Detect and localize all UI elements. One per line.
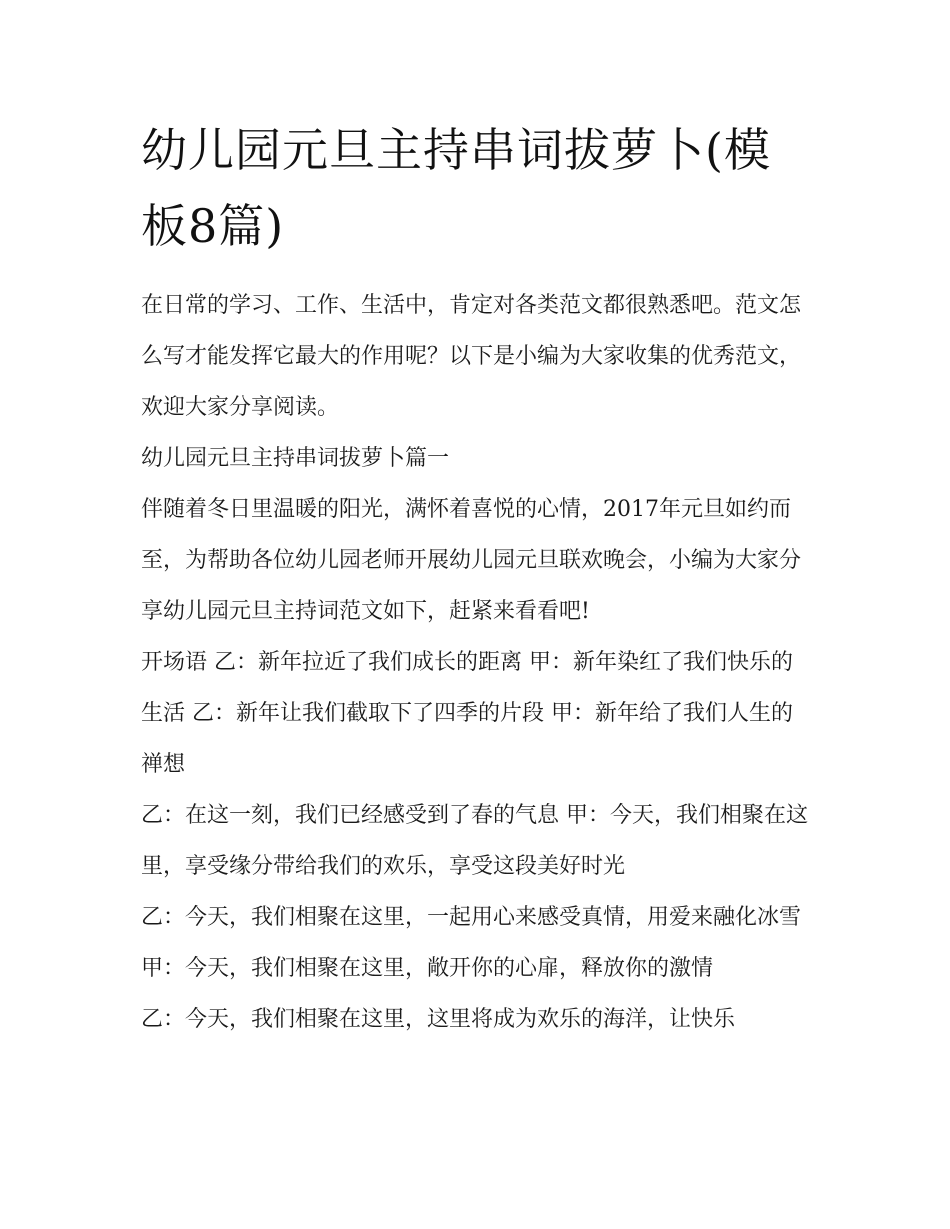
body-paragraph: 乙：在这一刻，我们已经感受到了春的气息 甲：今天，我们相聚在这里，享受缘分带给我们的欢乐，享受这段美好时光	[141, 803, 808, 879]
intro-paragraph: 在日常的学习、工作、生活中，肯定对各类范文都很熟悉吧。范文怎么写才能发挥它最大的作用呢？以下是小编为大家收集的优秀范文，欢迎大家分享阅读。	[141, 293, 802, 420]
document-page	[141, 112, 813, 1045]
body-paragraph: 乙：今天，我们相聚在这里，一起用心来感受真情，用爱来融化冰雪 甲：今天，我们相聚在这里，敞开你的心扉，释放你的激情	[141, 905, 802, 981]
body-paragraph: 乙：今天，我们相聚在这里，这里将成为欢乐的海洋，让快乐	[141, 1007, 736, 1032]
body-paragraph: 开场语 乙：新年拉近了我们成长的距离 甲：新年染红了我们快乐的生活 乙：新年让我们截取下了四季的片段 甲：新年给了我们人生的禅想	[141, 650, 793, 777]
body-paragraph: 伴随着冬日里温暖的阳光，满怀着喜悦的心情，2017年元旦如约而至，为帮助各位幼儿园老师开展幼儿园元旦联欢晚会，小编为大家分享幼儿园元旦主持词范文如下，赶紧来看看吧!	[141, 497, 802, 624]
document-title: 幼儿园元旦主持串词拔萝卜(模板8篇)	[141, 123, 771, 253]
section-heading: 幼儿园元旦主持串词拔萝卜篇一	[141, 446, 450, 471]
